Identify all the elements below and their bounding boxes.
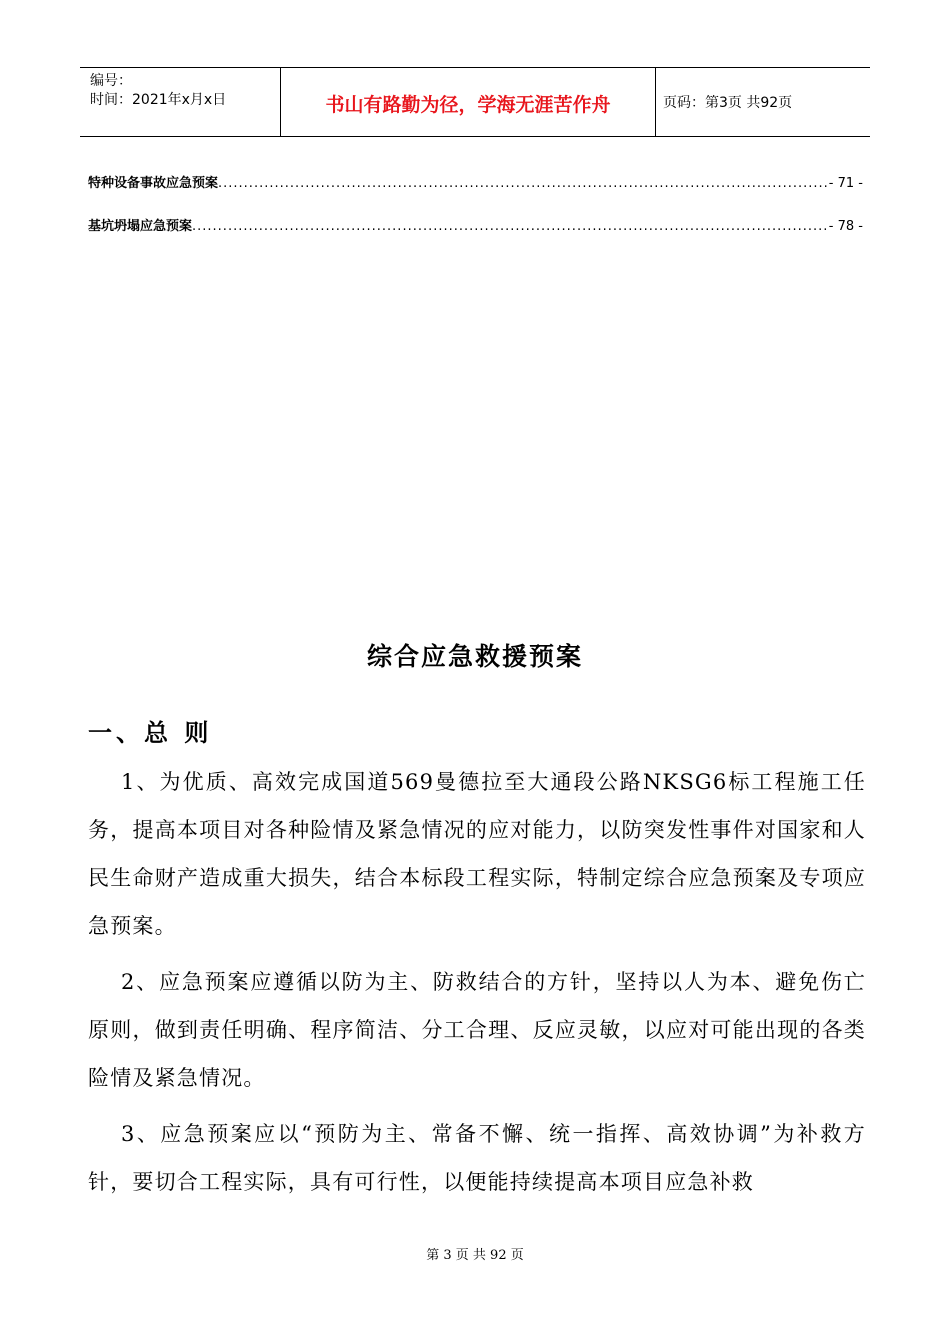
section-heading: 一、总 则 — [88, 719, 213, 747]
toc-entry-title: 基坑坍塌应急预案 — [88, 219, 193, 234]
toc-leader-dots — [218, 176, 827, 191]
toc-entry-title: 特种设备事故应急预案 — [88, 176, 219, 191]
header-page-code: 页码：第3页 共92页 — [663, 95, 793, 111]
document-title: 综合应急救援预案 — [366, 642, 583, 671]
page-header — [80, 67, 870, 137]
paragraph-2: 2、应急预案应遵循以防为主、防救结合的方针，坚持以人为本、避免伤亡原则，做到责任明确、程序简洁、分工合理、反应灵敏，以应对可能出现的各类险情及紧急情况。 — [88, 970, 866, 1090]
toc-entry[interactable] — [88, 172, 863, 191]
header-meta-cell — [80, 68, 281, 136]
header-motto: 书山有路勤为径，学海无涯苦作舟 — [281, 68, 656, 136]
paragraph-3: 3、应急预案应以“预防为主、常备不懈、统一指挥、高效协调”为补救方针，要切合工程实际，具有可行性，以便能持续提高本项目应急补救 — [88, 1122, 866, 1194]
page-footer: 第 3 页 共 92 页 — [426, 1248, 524, 1263]
time-label: 时间：2021年x月x日 — [90, 92, 227, 108]
toc-leader-dots — [192, 219, 827, 234]
number-label: 编号： — [90, 73, 132, 89]
paragraph-1: 1、为优质、高效完成国道569曼德拉至大通段公路NKSG6标工程施工任务，提高本项目对各种险情及紧急情况的应对能力，以防突发性事件对国家和人民生命财产造成重大损失，结合本标段工程实际，特制定综合应急预案及专项应急预案。 — [88, 770, 866, 938]
toc-entry-page: - 71 - — [828, 176, 863, 191]
toc-entry-page: - 78 - — [828, 219, 863, 234]
toc-entry[interactable] — [88, 215, 863, 234]
